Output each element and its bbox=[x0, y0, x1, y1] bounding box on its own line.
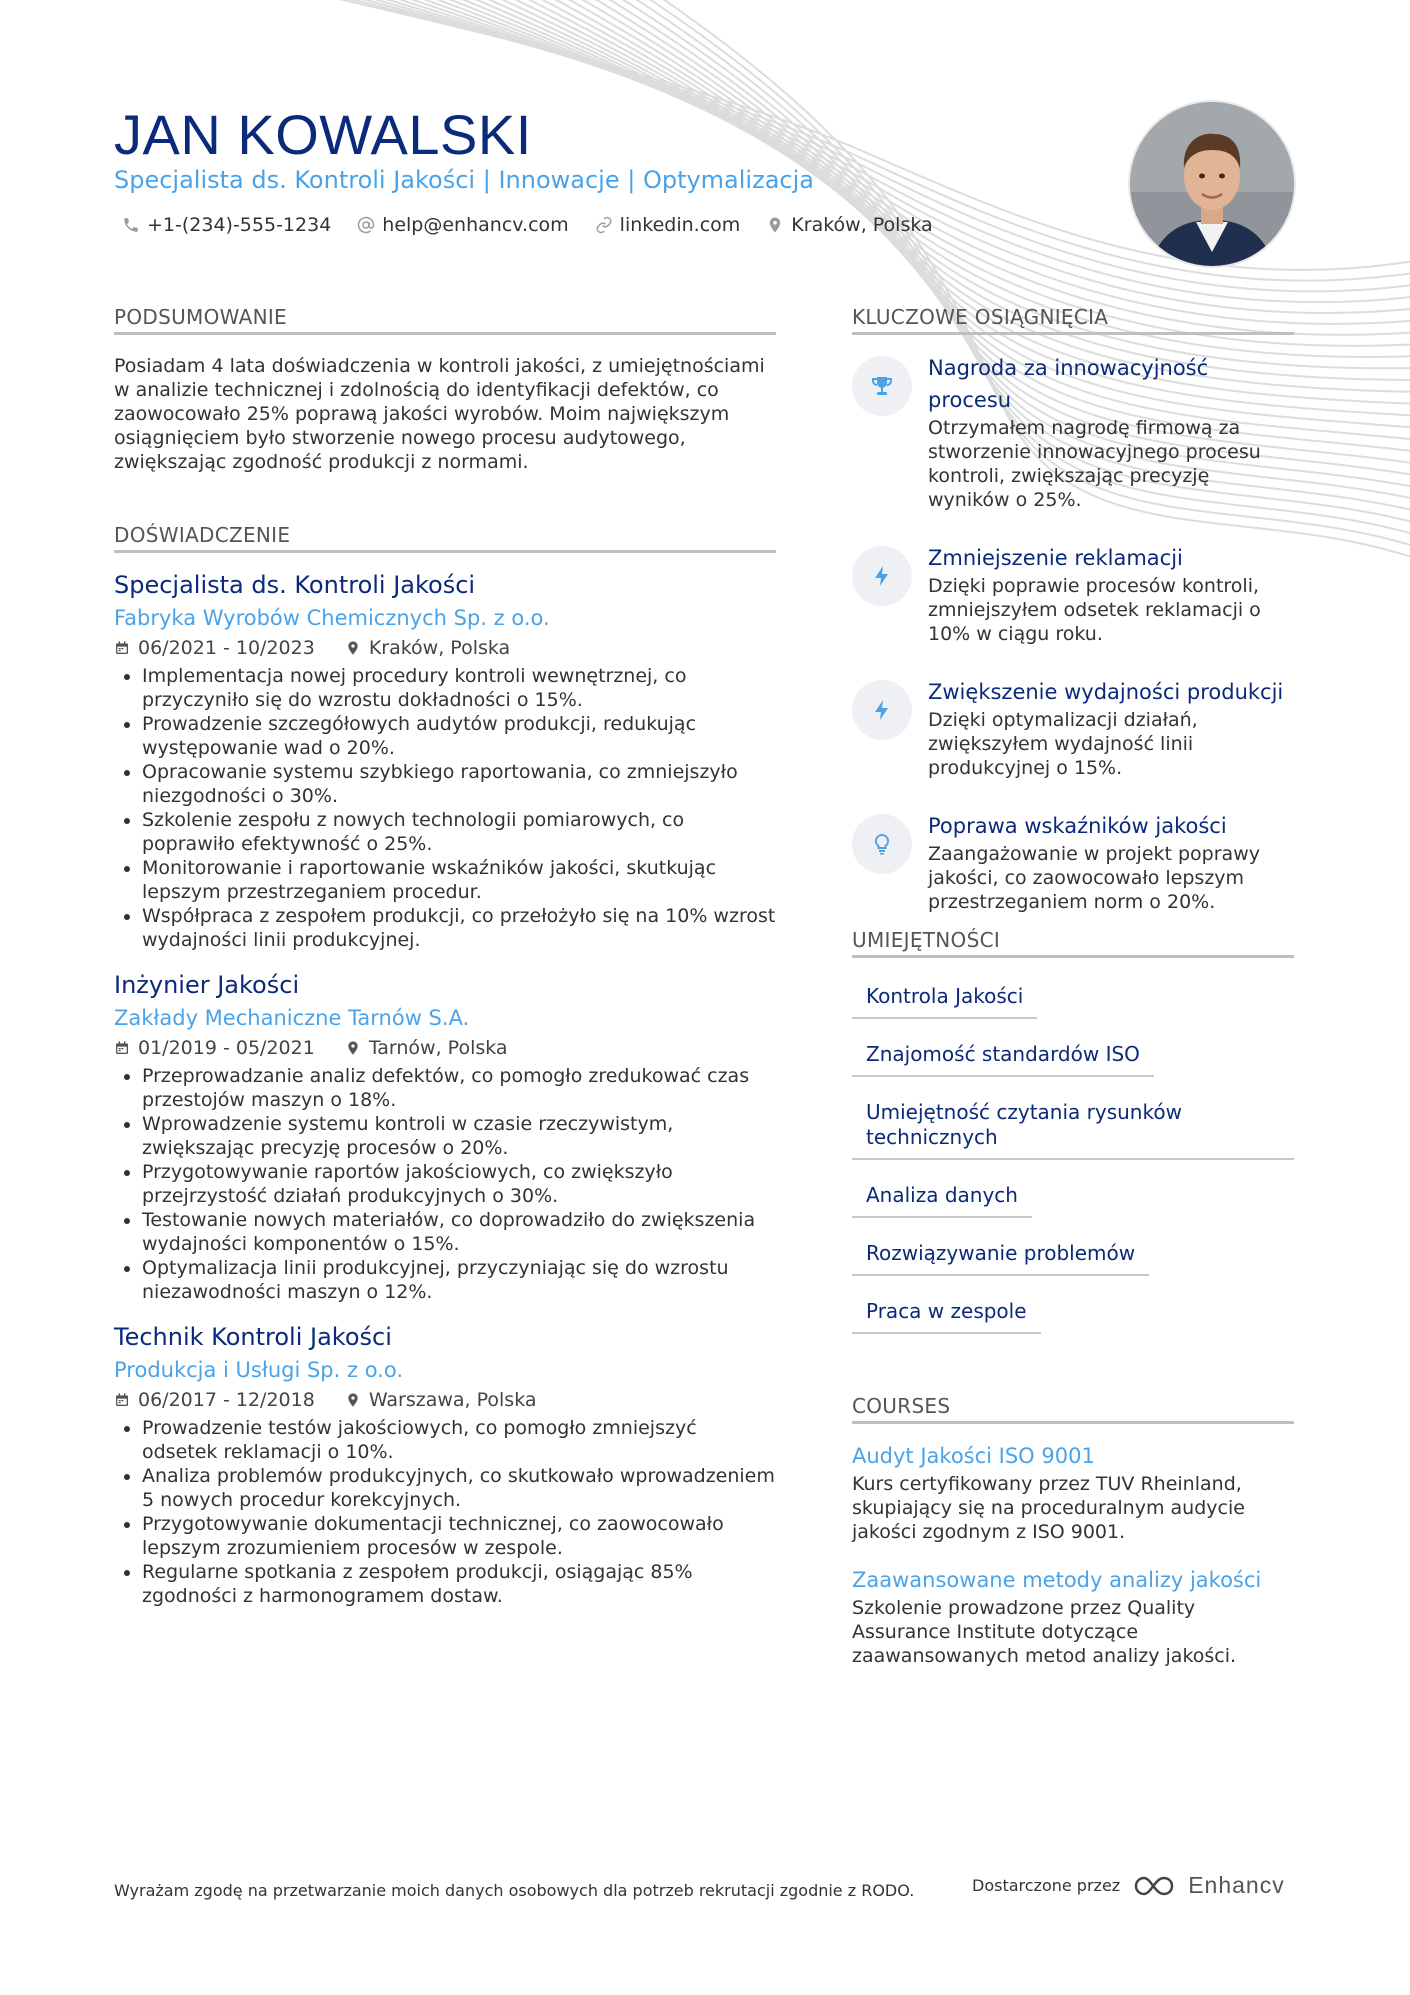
skills-section-title: UMIEJĘTNOŚCI bbox=[852, 928, 1294, 958]
course-description: Szkolenie prowadzone przez Quality Assurance Institute dotyczące zaawansowanych metod analizy jakości. bbox=[852, 1597, 1237, 1667]
job-bullet: Opracowanie systemu szybkiego raportowania, co zmniejszyło niezgodności o 30%. bbox=[114, 760, 776, 808]
contact-phone[interactable] bbox=[122, 214, 331, 236]
skill-tag: Rozwiązywanie problemów bbox=[852, 1237, 1149, 1276]
calendar-icon bbox=[114, 1040, 130, 1056]
job-location: Warszawa, Polska bbox=[368, 1389, 537, 1411]
job-bullet: Przygotowywanie dokumentacji technicznej, co zaowocowało lepszym zrozumieniem procesów w zespole. bbox=[114, 1512, 776, 1560]
job-bullet: Analiza problemów produkcyjnych, co skutkowało wprowadzeniem 5 nowych procedur korekcyjnych. bbox=[114, 1464, 776, 1512]
calendar-icon bbox=[114, 640, 130, 656]
contact-list bbox=[122, 214, 959, 236]
phone-icon bbox=[122, 216, 140, 234]
job-bullet: Testowanie nowych materiałów, co doprowadziło do zwiększenia wydajności komponentów o 15%. bbox=[114, 1208, 776, 1256]
location-icon bbox=[345, 640, 361, 656]
skill-tag: Znajomość standardów ISO bbox=[852, 1038, 1154, 1077]
job-entry bbox=[114, 968, 776, 1304]
link-icon bbox=[595, 216, 613, 234]
job-bullet: Przygotowywanie raportów jakościowych, co zwiększyło przejrzystość działań produkcyjnych o 30%. bbox=[114, 1160, 776, 1208]
job-entry bbox=[114, 1320, 776, 1608]
job-dates: 01/2019 - 05/2021 bbox=[138, 1037, 315, 1059]
calendar-icon bbox=[114, 1392, 130, 1408]
achievement-description: Dzięki poprawie procesów kontroli, zmniejszyłem odsetek reklamacji o 10% w ciągu roku. bbox=[928, 575, 1261, 645]
location-icon bbox=[766, 216, 784, 234]
skills-list bbox=[852, 980, 1294, 1353]
job-title: Inżynier Jakości bbox=[114, 971, 300, 999]
contact-email[interactable] bbox=[357, 214, 568, 236]
course-title: Zaawansowane metody analizy jakości bbox=[852, 1568, 1262, 1592]
job-bullet: Prowadzenie testów jakościowych, co pomogło zmniejszyć odsetek reklamacji o 10%. bbox=[114, 1416, 776, 1464]
job-bullet: Wprowadzenie systemu kontroli w czasie rzeczywistym, zwiększając precyzję procesów o 20%. bbox=[114, 1112, 776, 1160]
skill-tag: Kontrola Jakości bbox=[852, 980, 1037, 1019]
job-bullet: Współpraca z zespołem produkcji, co przełożyło się na 10% wzrost wydajności linii produkcyjnej. bbox=[114, 904, 776, 952]
trophy-icon bbox=[852, 356, 912, 416]
job-bullet: Szkolenie zespołu z nowych technologii pomiarowych, co poprawiło efektywność o 25%. bbox=[114, 808, 776, 856]
job-bullet: Optymalizacja linii produkcyjnej, przyczyniając się do wzrostu niezawodności maszyn o 12%. bbox=[114, 1256, 776, 1304]
lightbulb-icon bbox=[852, 814, 912, 874]
skill-tag: Umiejętność czytania rysunków technicznych bbox=[852, 1096, 1294, 1160]
job-meta bbox=[114, 634, 776, 662]
location-icon bbox=[345, 1040, 361, 1056]
job-company: Produkcja i Usługi Sp. z o.o. bbox=[114, 1358, 403, 1382]
job-bullet: Prowadzenie szczegółowych audytów produkcji, redukując występowanie wad o 20%. bbox=[114, 712, 776, 760]
candidate-name: JAN KOWALSKI bbox=[114, 103, 532, 166]
achievements-section-title: KLUCZOWE OSIĄGNIĘCIA bbox=[852, 305, 1294, 335]
job-meta bbox=[114, 1386, 776, 1414]
job-location: Kraków, Polska bbox=[368, 637, 511, 659]
achievement-description: Otrzymałem nagrodę firmową za stworzenie innowacyjnego procesu kontroli, zwiększając precyzję wyników o 25%. bbox=[928, 417, 1261, 511]
achievement-title: Zwiększenie wydajności produkcji bbox=[928, 680, 1284, 704]
job-title: Specjalista ds. Kontroli Jakości bbox=[114, 571, 476, 599]
job-bullets bbox=[114, 1416, 776, 1608]
experience-list bbox=[114, 568, 776, 1624]
achievement-item bbox=[852, 352, 1294, 512]
courses-list bbox=[852, 1440, 1294, 1688]
contact-phone-text: +1-(234)-555-1234 bbox=[147, 214, 332, 236]
job-company: Fabryka Wyrobów Chemicznych Sp. z o.o. bbox=[114, 606, 550, 630]
enhancv-logo-icon bbox=[1132, 1873, 1178, 1899]
job-dates: 06/2017 - 12/2018 bbox=[138, 1389, 315, 1411]
job-bullets bbox=[114, 664, 776, 952]
courses-section-title: COURSES bbox=[852, 1394, 1294, 1424]
profile-photo bbox=[1130, 102, 1294, 266]
contact-email-text: help@enhancv.com bbox=[382, 214, 569, 236]
achievement-item bbox=[852, 676, 1294, 780]
course-title: Audyt Jakości ISO 9001 bbox=[852, 1444, 1095, 1468]
achievement-item bbox=[852, 542, 1294, 646]
achievements-list bbox=[852, 352, 1294, 944]
contact-location-text: Kraków, Polska bbox=[791, 214, 933, 236]
job-title: Technik Kontroli Jakości bbox=[114, 1323, 392, 1351]
lightning-icon bbox=[852, 680, 912, 740]
summary-text: Posiadam 4 lata doświadczenia w kontroli jakości, z umiejętnościami w analizie technicznej i zdolnością do identyfikacji defektów, co zaowocowało 25% poprawą jakości wyrobów. Moim największym osiągnięciem było stworzenie nowego procesu audytowego, zwiększając zgodność produkcji z normami. bbox=[114, 355, 765, 473]
job-meta bbox=[114, 1034, 776, 1062]
job-bullet: Implementacja nowej procedury kontroli wewnętrznej, co przyczyniło się do wzrostu dokładności o 15%. bbox=[114, 664, 776, 712]
job-bullet: Regularne spotkania z zespołem produkcji, osiągając 85% zgodności z harmonogramem dostaw. bbox=[114, 1560, 776, 1608]
job-dates: 06/2021 - 10/2023 bbox=[138, 637, 315, 659]
job-entry bbox=[114, 568, 776, 952]
course-description: Kurs certyfikowany przez TUV Rheinland, skupiający się na proceduralnym audycie jakości zgodnym z ISO 9001. bbox=[852, 1473, 1245, 1543]
at-icon bbox=[357, 216, 375, 234]
contact-linkedin[interactable] bbox=[595, 214, 741, 236]
achievement-description: Zaangażowanie w projekt poprawy jakości, co zaowocowało lepszym przestrzeganiem norm o 20%. bbox=[928, 843, 1260, 913]
job-bullets bbox=[114, 1064, 776, 1304]
job-bullet: Przeprowadzanie analiz defektów, co pomogło zredukować czas przestojów maszyn o 18%. bbox=[114, 1064, 776, 1112]
footer-branding[interactable] bbox=[972, 1872, 1285, 1899]
job-bullet: Monitorowanie i raportowanie wskaźników jakości, skutkując lepszym przestrzeganiem procedur. bbox=[114, 856, 776, 904]
job-company: Zakłady Mechaniczne Tarnów S.A. bbox=[114, 1006, 470, 1030]
job-location: Tarnów, Polska bbox=[368, 1037, 508, 1059]
brand-name: Enhancv bbox=[1188, 1872, 1285, 1898]
contact-linkedin-text: linkedin.com bbox=[619, 214, 741, 236]
provided-by-label: Dostarczone przez bbox=[972, 1876, 1121, 1895]
candidate-headline: Specjalista ds. Kontroli Jakości | Innowacje | Optymalizacja bbox=[114, 166, 814, 194]
achievement-title: Nagroda za innowacyjność procesu bbox=[928, 356, 1209, 412]
achievement-title: Poprawa wskaźników jakości bbox=[928, 814, 1227, 838]
achievement-description: Dzięki optymalizacji działań, zwiększyłem wydajność linii produkcyjnej o 15%. bbox=[928, 709, 1198, 779]
lightning-icon bbox=[852, 546, 912, 606]
skill-tag: Analiza danych bbox=[852, 1179, 1032, 1218]
gdpr-consent: Wyrażam zgodę na przetwarzanie moich danych osobowych dla potrzeb rekrutacji zgodnie z RODO. bbox=[114, 1881, 915, 1900]
skill-tag: Praca w zespole bbox=[852, 1295, 1041, 1334]
contact-location bbox=[766, 214, 932, 236]
location-icon bbox=[345, 1392, 361, 1408]
achievement-title: Zmniejszenie reklamacji bbox=[928, 546, 1183, 570]
summary-section-title: PODSUMOWANIE bbox=[114, 305, 776, 335]
achievement-item bbox=[852, 810, 1294, 914]
course-item bbox=[852, 1564, 1294, 1668]
experience-section-title: DOŚWIADCZENIE bbox=[114, 523, 776, 553]
course-item bbox=[852, 1440, 1294, 1544]
